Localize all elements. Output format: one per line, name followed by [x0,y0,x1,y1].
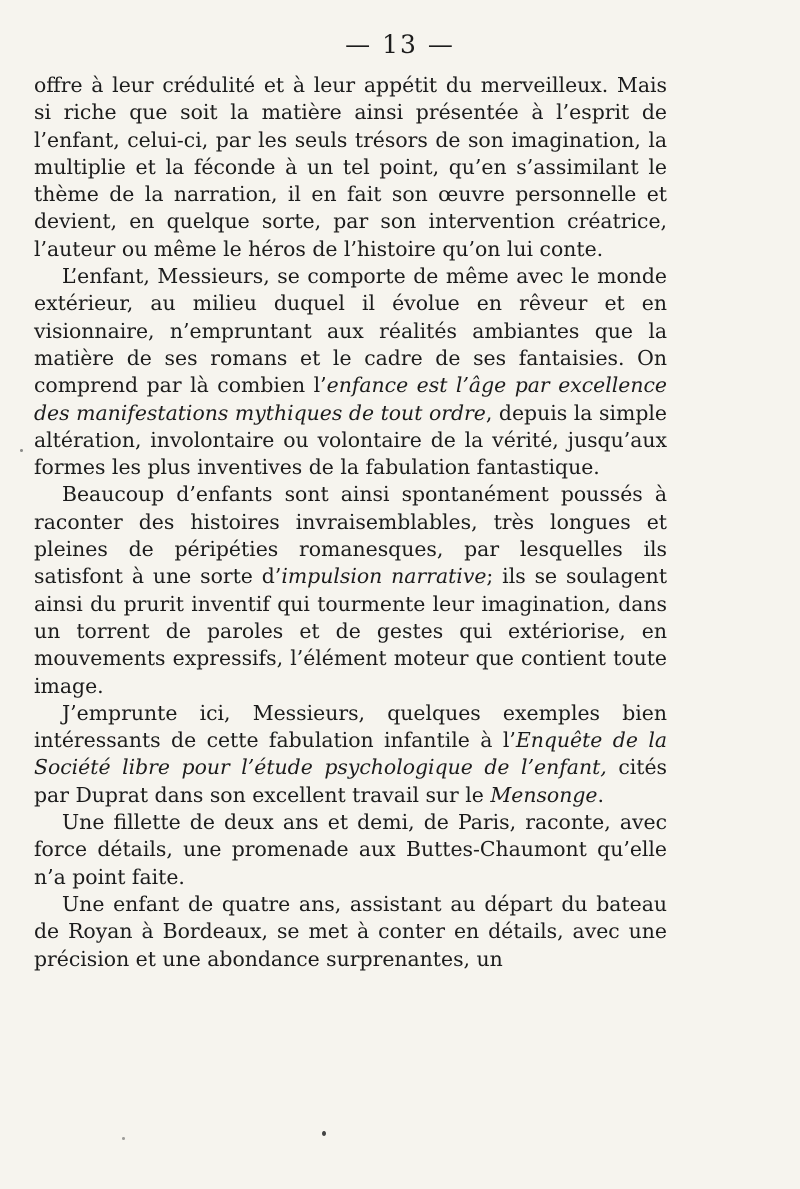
paragraph-5 [34,809,667,891]
paragraph-6 [34,891,667,973]
text-run: J’emprunte ici, Messieurs, quelques exemples bien intéressants de cette fabulation infantile à l’ [34,700,667,753]
paragraph-4 [34,700,667,809]
text-run: Une enfant de quatre ans, assistant au départ du bateau de Royan à Bordeaux, se met à conter en détails, avec une précision et une abondance surprenantes, un [34,891,667,971]
italic-run: Enquête de la Société libre pour l’étude psychologique de l’enfant, [34,728,667,780]
italic-run: Mensonge [490,782,598,807]
text-run: offre à leur crédulité et à leur appétit du merveilleux. Mais si riche que soit la matière ainsi présentée à l’esprit de l’enfant, celui-ci, par les seuls trésors de son imagination, la multiplie et la féconde à un tel point, qu’en s’assimilant le thème de la narration, il en fait son œuvre personnelle et devient, en quelque sorte, par son intervention créatrice, l’auteur ou même le héros de l’histoire qu’on lui conte. [34,73,667,261]
page-body-text [34,72,667,973]
paragraph-3 [34,481,667,699]
paragraph-1 [34,72,667,263]
paper-speck [122,1137,125,1140]
text-run: L’enfant, Messieurs, se comporte de même avec le monde extérieur, au milieu duquel il évolue en rêveur et en visionnaire, n’empruntant aux réalités ambiantes que la matière de ses romans et le cadre de ses fantaisies. On comprend par là combien l’ [34,264,667,398]
page-number: — 13 — [345,30,455,59]
paragraph-2 [34,263,667,481]
paper-speck [20,449,23,452]
italic-run: impulsion narrative [281,564,487,589]
text-run: Beaucoup d’enfants sont ainsi spontanément poussés à raconter des histoires invraisemblables, très longues et pleines de péripéties romanesques, par lesquelles ils satisfont à une sorte d’ [34,482,667,589]
paper-speck [322,1131,326,1136]
text-run: ; ils se soulagent ainsi du prurit inventif qui tourmente leur imagination, dans un torrent de paroles et de gestes qui extériorise, en mouvements expressifs, l’élément moteur que contient toute image. [34,564,668,698]
text-run: , depuis la simple altération, involontaire ou volontaire de la vérité, jusqu’aux formes les plus inventives de la fabulation fantastique. [34,400,667,480]
text-run: Une fillette de deux ans et demi, de Paris, raconte, avec force détails, une promenade aux Buttes-Chaumont qu’elle n’a point faite. [34,810,667,889]
italic-run: enfance est l’âge par excellence des manifestations mythiques de tout ordre [34,373,667,425]
text-run: cités par Duprat dans son excellent travail sur le [34,755,667,807]
text-run: . [597,782,604,807]
